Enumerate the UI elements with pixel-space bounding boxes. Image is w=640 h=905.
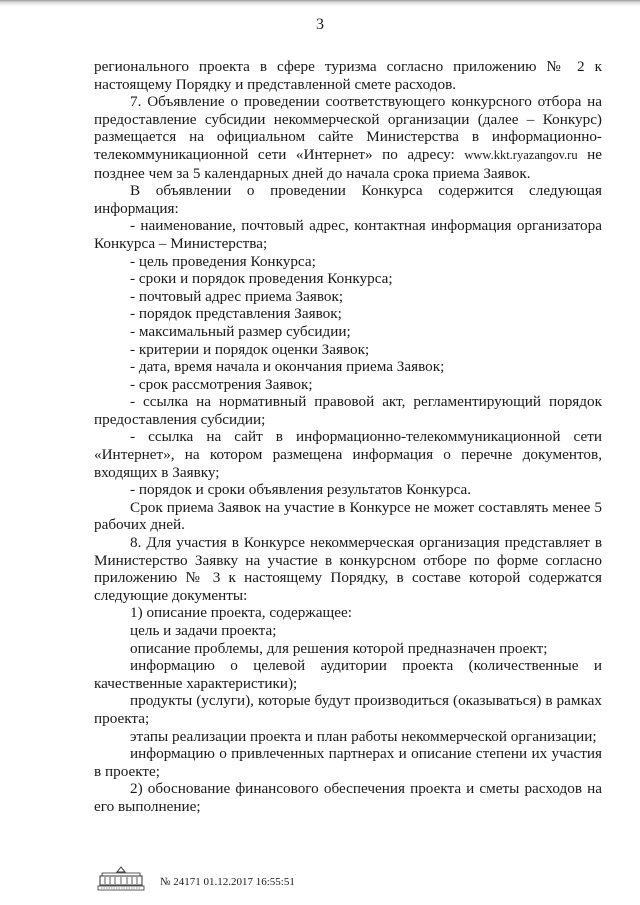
paragraph: [94, 93, 602, 182]
list-item: - ссылка на нормативный правовой акт, регламентирующий порядок предоставления субсидии;: [94, 393, 602, 428]
page-number: 3: [316, 16, 324, 33]
footer: [96, 866, 396, 892]
list-item: - ссылка на сайт в информационно-телекоммуникационной сети «Интернет», на котором размещена информация о перечне документов, входящих в Заявку;: [94, 428, 602, 481]
list-item: этапы реализации проекта и план работы некоммерческой организации;: [130, 727, 597, 745]
list-item: информацию о целевой аудитории проекта (количественные и качественные характеристики);: [94, 657, 602, 692]
list-item: - максимальный размер субсидии;: [130, 322, 351, 340]
paragraph: В объявлении о проведении Конкурса содержится следующая информация:: [94, 182, 602, 217]
list-item: описание проблемы, для решения которой предназначен проект;: [130, 639, 548, 657]
paragraph-text: 7. Объявление о проведении соответствующего конкурсного отбора на предоставление субсидии некоммерческой организации (далее – Конкурс) размещается на официальном сайте Министерства в информационно-телекоммуникационной сети «Интернет» по адресу:: [94, 93, 602, 163]
list-item: информацию о привлеченных партнерах и описание степени их участия в проекте;: [94, 745, 602, 780]
website-url: www.kkt.ryazangov.ru: [464, 147, 578, 162]
list-item: продукты (услуги), которые будут производиться (оказываться) в рамках проекта;: [94, 692, 602, 727]
list-item: - почтовый адрес приема Заявок;: [130, 287, 344, 305]
list-item: - дата, время начала и окончания приема Заявок;: [130, 358, 445, 376]
list-item: - порядок и сроки объявления результатов Конкурса.: [130, 481, 472, 499]
scan-edge: [0, 0, 640, 6]
list-item: цель и задачи проекта;: [130, 622, 277, 639]
paragraph: регионального проекта в сфере туризма согласно приложению № 2 к настоящему Порядку и представленной смете расходов.: [94, 58, 602, 93]
list-item: - срок рассмотрения Заявок;: [130, 375, 313, 393]
paragraph: Срок приема Заявок на участие в Конкурсе не может составлять менее 5 рабочих дней.: [94, 498, 602, 534]
list-item: 1) описание проекта, содержащее:: [130, 604, 352, 622]
list-item: - порядок представления Заявок;: [130, 305, 342, 323]
list-item: - наименование, почтовый адрес, контактная информация организатора Конкурса – Министерства;: [94, 217, 602, 252]
list-item: - критерии и порядок оценки Заявок;: [130, 340, 370, 358]
paragraph: 8. Для участия в Конкурсе некоммерческая организация представляет в Министерство Заявку на участие в конкурсном отборе по форме согласно приложению № 3 к настоящему Порядку, в составе которой содержатся следующие документы:: [94, 534, 602, 604]
document-registration-number: № 24171 01.12.2017 16:55:51: [160, 876, 295, 888]
list-item: 2) обоснование финансового обеспечения проекта и сметы расходов на его выполнение;: [94, 780, 602, 815]
building-stamp-icon: [96, 866, 146, 892]
document-body: [94, 58, 602, 816]
list-item: - сроки и порядок проведения Конкурса;: [130, 270, 393, 288]
paragraph-text: не позднее чем за 5 календарных дней до начала срока приема Заявок.: [94, 145, 602, 182]
list-item: - цель проведения Конкурса;: [130, 252, 316, 270]
